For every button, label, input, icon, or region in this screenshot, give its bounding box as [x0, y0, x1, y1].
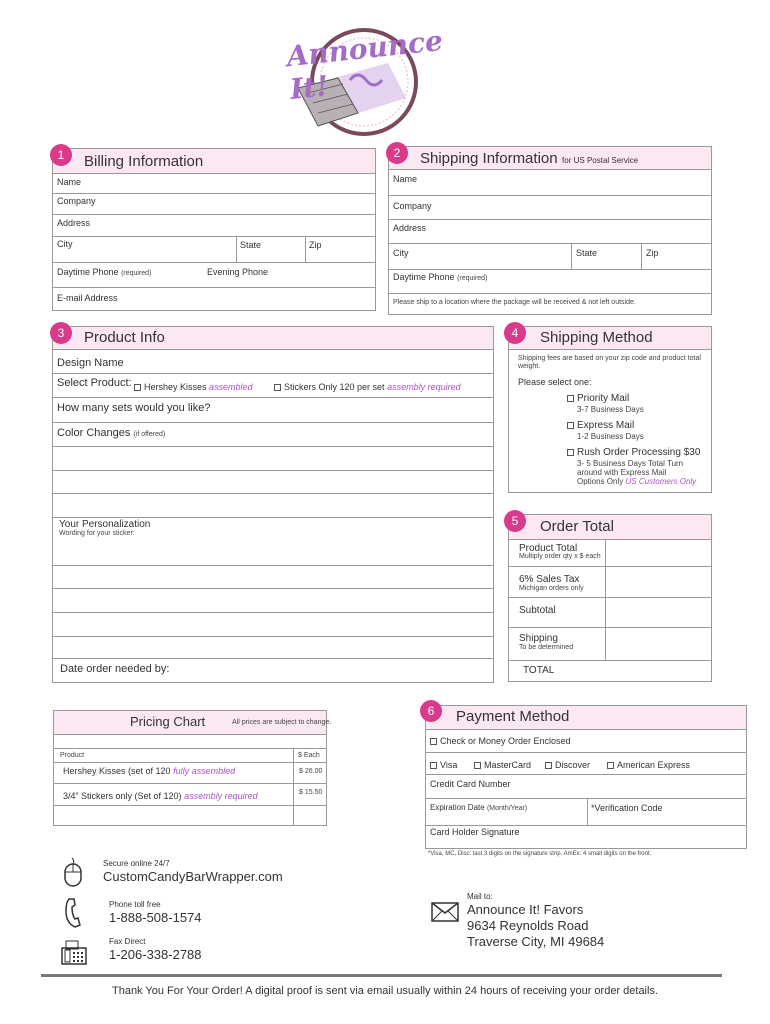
shipping-step-number: 2 [386, 142, 408, 164]
payment-footnote: *Visa, MC, Disc: last 3 digits on the signature strip. AmEx: 4 small digits on the front. [428, 851, 652, 857]
shipping-fees-note: Shipping fees are based on your zip code and product total weight. [518, 355, 701, 370]
product-total-note: Multiply order qty x $ each [519, 553, 601, 560]
billing-name-field[interactable]: Name [57, 177, 82, 187]
priority-mail-days: 3-7 Business Days [577, 405, 644, 414]
billing-day-phone-field[interactable]: Daytime Phone (required) [57, 267, 152, 277]
shipping-title: Shipping Information for US Postal Service [420, 150, 639, 167]
mail-line3: Traverse City, MI 49684 [467, 934, 605, 949]
product-total-field[interactable]: Product Total [519, 543, 578, 554]
option-stickers-only[interactable]: Stickers Only 120 per set assembly required [274, 382, 461, 392]
envelope-icon [431, 902, 459, 927]
express-mail-days: 1-2 Business Days [577, 432, 644, 441]
select-product-label: Select Product: [57, 377, 132, 389]
mouse-icon [63, 857, 83, 892]
total-field[interactable]: TOTAL [523, 665, 555, 676]
footer-text: Thank You For Your Order! A digital proof is sent via email usually within 24 hours of receiving your order details. [111, 985, 659, 997]
pricing-chart-title: Pricing Chart [130, 714, 206, 729]
fax-label: Fax Direct [109, 937, 146, 946]
date-needed-field[interactable]: Date order needed by: [60, 663, 170, 675]
sets-quantity-field[interactable]: How many sets would you like? [57, 402, 211, 414]
shipping-state-field[interactable]: State [576, 248, 598, 258]
subtotal-field[interactable]: Subtotal [519, 605, 556, 616]
sales-tax-field[interactable]: 6% Sales Tax [519, 574, 580, 585]
discover-option[interactable]: Discover [545, 760, 590, 770]
option-hershey-kisses[interactable]: Hershey Kisses assembled [134, 382, 253, 392]
billing-city-field[interactable]: City [57, 239, 73, 249]
select-one-label: Please select one: [518, 377, 592, 387]
visa-option[interactable]: Visa [430, 760, 457, 770]
card-holder-signature-field[interactable]: Card Holder Signature [430, 827, 520, 837]
amex-option[interactable]: American Express [607, 760, 690, 770]
order-total-step-number: 5 [504, 510, 526, 532]
mail-line2: 9634 Reynolds Road [467, 918, 589, 933]
product-title: Product Info [84, 329, 165, 346]
billing-email-field[interactable]: E-mail Address [57, 293, 118, 303]
payment-step-number: 6 [420, 700, 442, 722]
billing-title: Billing Information [84, 153, 204, 170]
option-rush-order[interactable]: Rush Order Processing $30 [567, 447, 700, 458]
fax-icon [60, 938, 88, 971]
shipping-method-step-number: 4 [504, 322, 526, 344]
order-total-title: Order Total [540, 518, 614, 535]
footer-divider [41, 974, 722, 977]
billing-state-field[interactable]: State [240, 240, 262, 250]
pricing-kisses-price: $ 26.00 [299, 768, 323, 775]
rush-order-line3: Options Only US Customers Only [577, 477, 697, 486]
shipping-section [388, 146, 712, 315]
shipping-note: Please ship to a location where the package will be received & not left outside. [393, 299, 636, 306]
verification-code-field[interactable]: *Verification Code [591, 803, 663, 813]
billing-evening-phone-field[interactable]: Evening Phone [207, 267, 269, 277]
billing-address-field[interactable]: Address [57, 218, 91, 228]
billing-company-field[interactable]: Company [57, 196, 96, 206]
shipping-company-field[interactable]: Company [393, 201, 432, 211]
fax-number: 1-206-338-2788 [109, 947, 202, 962]
billing-step-number: 1 [50, 144, 72, 166]
mail-to-label: Mail to: [467, 892, 493, 901]
logo-text: Announce It! [284, 23, 445, 107]
option-express-mail[interactable]: Express Mail [567, 420, 634, 431]
pricing-row-stickers: 3/4” Stickers only (Set of 120) assembly required [63, 791, 258, 801]
logo [278, 18, 445, 138]
color-changes-field[interactable]: Color Changes (if offered) [57, 427, 166, 439]
design-name-field[interactable]: Design Name [57, 357, 124, 369]
pricing-col-each: $ Each [298, 752, 320, 759]
personalization-label: Your Personalization [59, 519, 151, 530]
sales-tax-note: Michigan orders only [519, 585, 584, 592]
shipping-address-field[interactable]: Address [393, 223, 427, 233]
shipping-cost-field[interactable]: Shipping [519, 633, 558, 644]
phone-label: Phone toll free [109, 900, 161, 909]
phone-number[interactable]: 1-888-508-1574 [109, 910, 202, 925]
rush-order-line1: 3- 5 Business Days Total Turn [577, 459, 684, 468]
shipping-cost-note: To be determined [519, 644, 574, 651]
expiration-date-field[interactable]: Expiration Date (Month/Year) [430, 803, 528, 812]
shipping-zip-field[interactable]: Zip [646, 248, 659, 258]
rush-order-line2: around with Express Mail [577, 468, 667, 477]
billing-zip-field[interactable]: Zip [309, 240, 322, 250]
pricing-stickers-price: $ 15.50 [299, 789, 323, 796]
mail-line1: Announce It! Favors [467, 902, 584, 917]
pricing-chart-note: All prices are subject to change. [232, 719, 332, 726]
pricing-col-product: Product [60, 752, 85, 759]
secure-online-label: Secure online 24/7 [103, 859, 170, 868]
shipping-name-field[interactable]: Name [393, 174, 418, 184]
shipping-city-field[interactable]: City [393, 248, 409, 258]
option-priority-mail[interactable]: Priority Mail [567, 393, 629, 404]
credit-card-number-field[interactable]: Credit Card Number [430, 779, 511, 789]
phone-icon [64, 897, 82, 934]
shipping-method-title: Shipping Method [540, 329, 653, 346]
mastercard-option[interactable]: MasterCard [474, 760, 531, 770]
website-link[interactable]: CustomCandyBarWrapper.com [103, 869, 283, 884]
product-step-number: 3 [50, 322, 72, 344]
wording-label: Wording for your sticker: [59, 530, 135, 537]
shipping-day-phone-field[interactable]: Daytime Phone (required) [393, 272, 488, 282]
pricing-row-kisses: Hershey Kisses (set of 120 fully assembled [63, 766, 236, 776]
payment-title: Payment Method [456, 708, 570, 725]
check-option[interactable]: Check or Money Order Enclosed [430, 736, 571, 746]
